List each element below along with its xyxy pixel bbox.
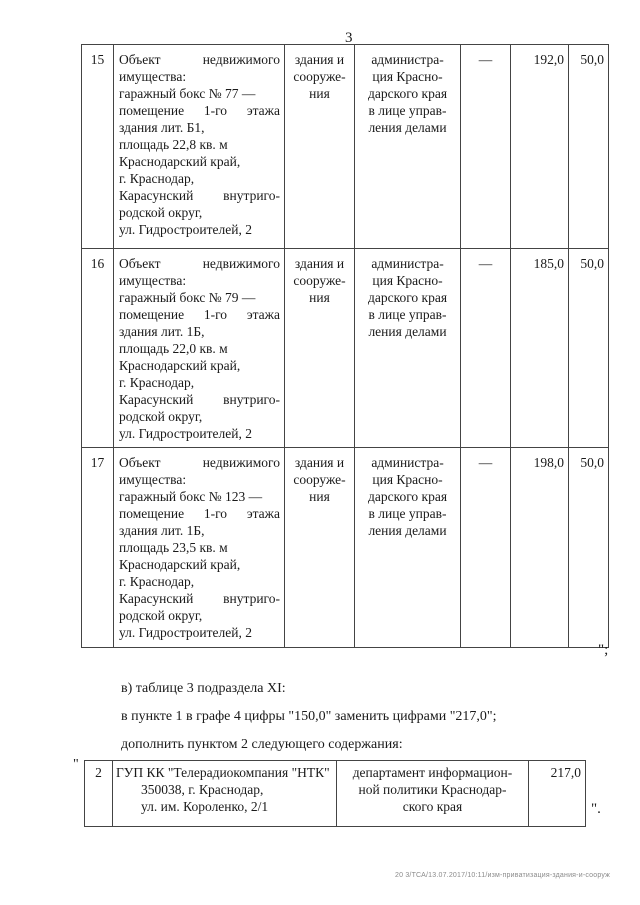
share-cell: 50,0 — [569, 249, 609, 448]
holder-line: ления делами — [368, 324, 447, 339]
description-line: имущества: — [119, 69, 187, 84]
type-line: сооруже- — [293, 69, 346, 84]
paragraph-add-item: дополнить пунктом 2 следующего содержания: — [121, 737, 403, 752]
description-line: Карасунский внутриго- — [119, 591, 280, 606]
holder-line: ция Красно- — [372, 273, 443, 288]
table-row — [82, 45, 609, 249]
description-line: гаражный бокс № 79 — — [119, 290, 256, 305]
holder-line: дарского края — [367, 86, 448, 101]
property-description-cell — [114, 448, 285, 648]
page-number: 3 — [345, 30, 353, 46]
holder-line: ления делами — [368, 523, 447, 538]
description-line: родской округ, — [119, 409, 203, 424]
type-line: здания и — [294, 455, 345, 470]
closing-quote-table1: "; — [598, 642, 609, 658]
description-line: Краснодарский край, — [119, 358, 241, 373]
enterprise-table — [84, 760, 586, 827]
description-line: Краснодарский край, — [119, 557, 241, 572]
value-cell: 192,0 — [511, 45, 569, 249]
department-line-1: департамент информацион- — [352, 765, 513, 780]
property-type-cell — [285, 249, 355, 448]
type-line: здания и — [294, 256, 345, 271]
holder-line: дарского края — [367, 489, 448, 504]
description-line: г. Краснодар, — [119, 171, 195, 186]
description-line: площадь 22,8 кв. м — [119, 137, 228, 152]
description-line: г. Краснодар, — [119, 375, 195, 390]
type-line: сооруже- — [293, 472, 346, 487]
row-number: 15 — [82, 45, 114, 249]
holder-line: в лице управ- — [368, 103, 447, 118]
description-line: Карасунский внутриго- — [119, 392, 280, 407]
holder-line: в лице управ- — [368, 506, 447, 521]
description-line: родской округ, — [119, 608, 203, 623]
table-row — [82, 249, 609, 448]
value-cell: 217,0 — [529, 761, 586, 827]
description-line: здания лит. Б1, — [119, 120, 205, 135]
department-cell — [337, 761, 529, 827]
holder-line: администра- — [371, 256, 444, 271]
holder-line: ция Красно- — [372, 69, 443, 84]
property-table — [81, 44, 609, 648]
table-row — [82, 448, 609, 648]
description-line: Объект недвижимого — [119, 455, 280, 470]
description-line: ул. Гидростроителей, 2 — [119, 625, 252, 640]
type-line: сооруже- — [293, 273, 346, 288]
share-cell: 50,0 — [569, 448, 609, 648]
enterprise-address-2: ул. им. Короленко, 2/1 — [141, 799, 269, 814]
paragraph-replace-figures: в пункте 1 в графе 4 цифры "150,0" заменить цифрами "217,0"; — [121, 709, 497, 724]
description-line: гаражный бокс № 123 — — [119, 489, 263, 504]
description-line: площадь 22,0 кв. м — [119, 341, 228, 356]
holder-line: дарского края — [367, 290, 448, 305]
property-type-cell — [285, 45, 355, 249]
value-cell: 198,0 — [511, 448, 569, 648]
description-line: здания лит. 1Б, — [119, 523, 205, 538]
property-type-cell — [285, 448, 355, 648]
row-number: 2 — [85, 761, 113, 827]
holder-cell — [355, 448, 461, 648]
enterprise-address-1: 350038, г. Краснодар, — [141, 782, 264, 797]
description-line: гаражный бокс № 77 — — [119, 86, 256, 101]
description-line: родской округ, — [119, 205, 203, 220]
department-line-3: ского края — [402, 799, 463, 814]
property-description-cell — [114, 249, 285, 448]
description-line: площадь 23,5 кв. м — [119, 540, 228, 555]
type-line: ния — [309, 290, 330, 305]
description-line: помещение 1-го этажа — [119, 307, 280, 322]
description-line: имущества: — [119, 472, 187, 487]
holder-line: в лице управ- — [368, 307, 447, 322]
holder-cell — [355, 249, 461, 448]
description-line: помещение 1-го этажа — [119, 103, 280, 118]
closing-quote-table2: ". — [591, 801, 601, 817]
footer-stamp: 20 3/ТСА/13.07.2017/10:11/изм-приватизация-здания-и-сооруж — [395, 872, 610, 879]
empty-dash-cell: — — [461, 249, 511, 448]
empty-dash-cell: — — [461, 45, 511, 249]
share-cell: 50,0 — [569, 45, 609, 249]
holder-line: ления делами — [368, 120, 447, 135]
holder-line: ция Красно- — [372, 472, 443, 487]
description-line: ул. Гидростроителей, 2 — [119, 426, 252, 441]
holder-cell — [355, 45, 461, 249]
value-cell: 185,0 — [511, 249, 569, 448]
description-line: г. Краснодар, — [119, 574, 195, 589]
description-line: Объект недвижимого — [119, 52, 280, 67]
holder-line: администра- — [371, 455, 444, 470]
department-line-2: ной политики Краснодар- — [358, 782, 507, 797]
enterprise-name-cell — [113, 761, 337, 827]
table-row — [85, 761, 586, 827]
description-line: имущества: — [119, 273, 187, 288]
description-line: ул. Гидростроителей, 2 — [119, 222, 252, 237]
enterprise-name: ГУП КК "Телерадиокомпания "НТК" — [116, 765, 330, 780]
row-number: 16 — [82, 249, 114, 448]
property-description-cell — [114, 45, 285, 249]
empty-dash-cell: — — [461, 448, 511, 648]
row-number: 17 — [82, 448, 114, 648]
holder-line: администра- — [371, 52, 444, 67]
type-line: ния — [309, 489, 330, 504]
description-line: Объект недвижимого — [119, 256, 280, 271]
type-line: ния — [309, 86, 330, 101]
description-line: помещение 1-го этажа — [119, 506, 280, 521]
description-line: Краснодарский край, — [119, 154, 241, 169]
description-line: здания лит. 1Б, — [119, 324, 205, 339]
paragraph-subsection: в) таблице 3 подраздела XI: — [121, 681, 286, 696]
type-line: здания и — [294, 52, 345, 67]
description-line: Карасунский внутриго- — [119, 188, 280, 203]
opening-quote-table2: " — [73, 757, 79, 772]
